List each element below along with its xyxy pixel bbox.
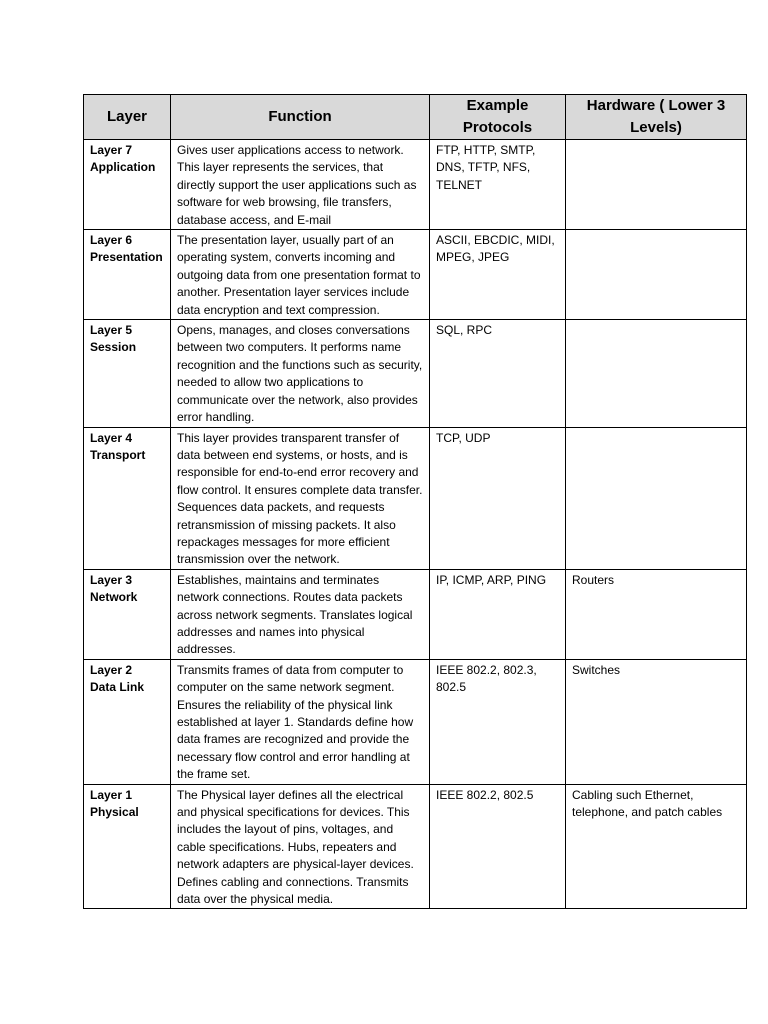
layer-cell <box>84 320 171 427</box>
hardware-cell <box>566 230 747 320</box>
layer-number: Layer 6 <box>90 233 133 248</box>
layer-name: Data Link <box>90 680 145 695</box>
header-protocols: Example Protocols <box>430 95 566 140</box>
layer-number: Layer 7 <box>90 143 133 157</box>
layer-name: Session <box>90 340 137 355</box>
layer-number: Layer 3 <box>90 572 133 587</box>
table-row <box>84 784 747 909</box>
function-cell <box>171 230 430 320</box>
function-text: Sequences data packets, and requests retransmission of missing packets. It also repackages messages for more efficient transmission over the network. <box>177 500 396 567</box>
protocols-cell: ASCII, EBCDIC, MIDI, MPEG, JPEG <box>430 230 566 320</box>
function-text: Establishes, maintains and terminates network connections. Routes data packets across network segments. Translates logical addresses and names into physical addresses. <box>177 572 413 657</box>
function-cell <box>171 427 430 569</box>
header-hardware: Hardware ( Lower 3 Levels) <box>566 95 747 140</box>
table-row <box>84 230 747 320</box>
hardware-cell: Cabling such Ethernet, telephone, and patch cables <box>566 784 747 909</box>
hardware-cell <box>566 427 747 569</box>
protocols-cell: FTP, HTTP, SMTP, DNS, TFTP, NFS, TELNET <box>430 140 566 230</box>
layer-name: Application <box>90 160 156 175</box>
function-text: Opens, manages, and closes conversations between two computers. It performs name recognition and the functions such as security, needed to allow two applications to communicate over the network, also provides error handling. <box>177 323 423 425</box>
protocols-cell: SQL, RPC <box>430 320 566 427</box>
protocols-cell: IEEE 802.2, 802.5 <box>430 784 566 909</box>
protocols-cell: IEEE 802.2, 802.3, 802.5 <box>430 659 566 784</box>
function-text: Transmits frames of data from computer to computer on the same network segment. Ensures the reliability of the physical link established at layer 1. Standards define how data frames are recognized and provide the necessary flow control and error handling at the frame set. <box>177 662 414 782</box>
table-body <box>84 140 747 909</box>
table-row <box>84 427 747 569</box>
table-row <box>84 569 747 659</box>
hardware-cell: Switches <box>566 659 747 784</box>
osi-layers-table <box>83 94 747 909</box>
function-text: Gives user applications access to network. This layer represents the services, that directly support the user applications such as software for web browsing, file transfers, database access, and E-mail <box>177 143 417 227</box>
function-text: The Physical layer defines all the electrical and physical specifications for devices. This includes the layout of pins, voltages, and cable specifications. Hubs, repeaters and network adapters are physical-layer devices. Defines cabling and connections. Transmits data over the physical media. <box>177 787 414 907</box>
function-text: This layer provides transparent transfer of data between end systems, or hosts, and is responsible for end-to-end error recovery and flow control. It ensures complete data transfer. <box>177 430 423 497</box>
header-layer: Layer <box>84 95 171 140</box>
function-cell <box>171 659 430 784</box>
layer-name: Presentation <box>90 250 163 265</box>
layer-cell <box>84 569 171 659</box>
table-row <box>84 140 747 230</box>
layer-name: Network <box>90 590 138 605</box>
layer-number: Layer 5 <box>90 323 133 338</box>
hardware-cell <box>566 140 747 230</box>
header-row <box>84 95 747 140</box>
function-cell <box>171 140 430 230</box>
layer-cell <box>84 659 171 784</box>
table-row <box>84 659 747 784</box>
layer-cell <box>84 427 171 569</box>
layer-cell <box>84 230 171 320</box>
protocols-cell: IP, ICMP, ARP, PING <box>430 569 566 659</box>
function-cell <box>171 569 430 659</box>
layer-cell <box>84 784 171 909</box>
layer-name: Physical <box>90 805 139 820</box>
function-text: The presentation layer, usually part of an operating system, converts incoming and outgoing data from one presentation format to another. Presentation layer services include data encryption and text compression. <box>177 233 421 317</box>
function-cell <box>171 784 430 909</box>
function-cell <box>171 320 430 427</box>
layer-number: Layer 4 <box>90 430 133 445</box>
layer-number: Layer 1 <box>90 787 133 802</box>
layer-name: Transport <box>90 447 146 462</box>
layer-number: Layer 2 <box>90 662 133 677</box>
layer-cell <box>84 140 171 230</box>
table-row <box>84 320 747 427</box>
hardware-cell <box>566 320 747 427</box>
header-function: Function <box>171 95 430 140</box>
hardware-cell: Routers <box>566 569 747 659</box>
protocols-cell: TCP, UDP <box>430 427 566 569</box>
